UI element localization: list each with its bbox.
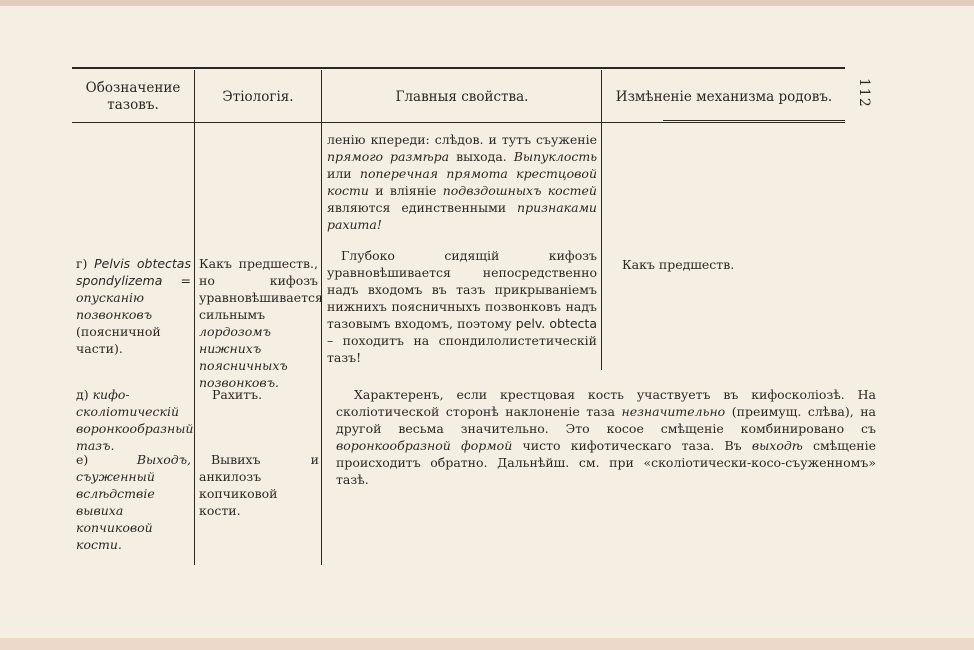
pelvis-obtecta-latin-name: Pelvis obtectas spondylizema [76,256,191,288]
coccyx-outlet-designation: е) Выходъ, съуженный вслѣдствіе вывиха копчиковой кости. [76,452,191,552]
page-bottom-edge [0,638,974,650]
row-label-g: г) [76,256,88,271]
column-divider-2 [321,70,322,565]
coccyx-outlet-etiology: Вывихъ и анкилозъ копчиковой кости. [199,452,319,518]
kyphoscoliotic-etiology: Рахитъ. [212,387,263,402]
pelvis-obtecta-designation: г) Pelvis obtectas spondylizema = опусканію позвонковъ (поясничной части). [76,256,191,356]
header-designation: Обозначение тазовъ. [85,80,181,113]
page-top-edge [0,0,974,6]
header-properties: Главныя свойства. [395,88,529,105]
properties-continuation [327,131,597,366]
pelvis-obtecta-etiology: Какъ предшеств., но кифозъ уравновѣшивается сильнымъ лордозомъ нижнихъ поясничныхъ позвонковъ. [199,256,323,390]
kyphoscoliotic-designation: д) кифо-сколіотическій воронкообразный тазъ. [76,387,194,453]
header-etiology: Этіологія. [222,88,294,105]
row-label-e: е) [76,452,89,467]
column-divider-3 [601,70,602,370]
table-top-rule [72,67,845,69]
header-bottom-rule-right [322,122,845,123]
properties-paragraph-1: ленію кпереди: слѣдов. и тутъ съуженіе прямого размѣра выхода. Выпуклость или поперечная прямота крестцовой кости и вліяніе подвздошныхъ костей являются единственными признаками рахита! [327,132,598,232]
row-label-d: д) [76,387,89,402]
pelvis-obtecta-mechanism: Какъ предшеств. [622,257,735,272]
properties-paragraph-2: Глубоко сидящій кифозъ уравновѣшивается непосредственно надъ входомъ въ тазъ прикрываніемъ нижнихъ поясничныхъ позвонковъ надъ тазовымъ входомъ, поэтому pelv. obtecta – походитъ на спондилолистетическій тазъ! [327,248,597,365]
kyphoscoliotic-description: Характеренъ, если крестцовая кость участвуетъ въ кифосколіозѣ. На сколіотической сторонѣ наклоненіе таза незначительно (преимущ. слѣва), на другой весьма значительно. Это косое смѣщеніе комбинировано съ воронкообразной формой чисто кифотическаго таза. Въ выходѣ смѣщеніе происходитъ обратно. Дальнѣйш. см. при «сколіотически-косо-съуженномъ» тазѣ. [336,387,877,487]
page-number: 112 [856,78,872,108]
header-bottom-rule-left [72,122,322,123]
header-mechanism: Измѣненіе механизма родовъ. [615,88,833,105]
column-divider-1 [194,70,195,565]
